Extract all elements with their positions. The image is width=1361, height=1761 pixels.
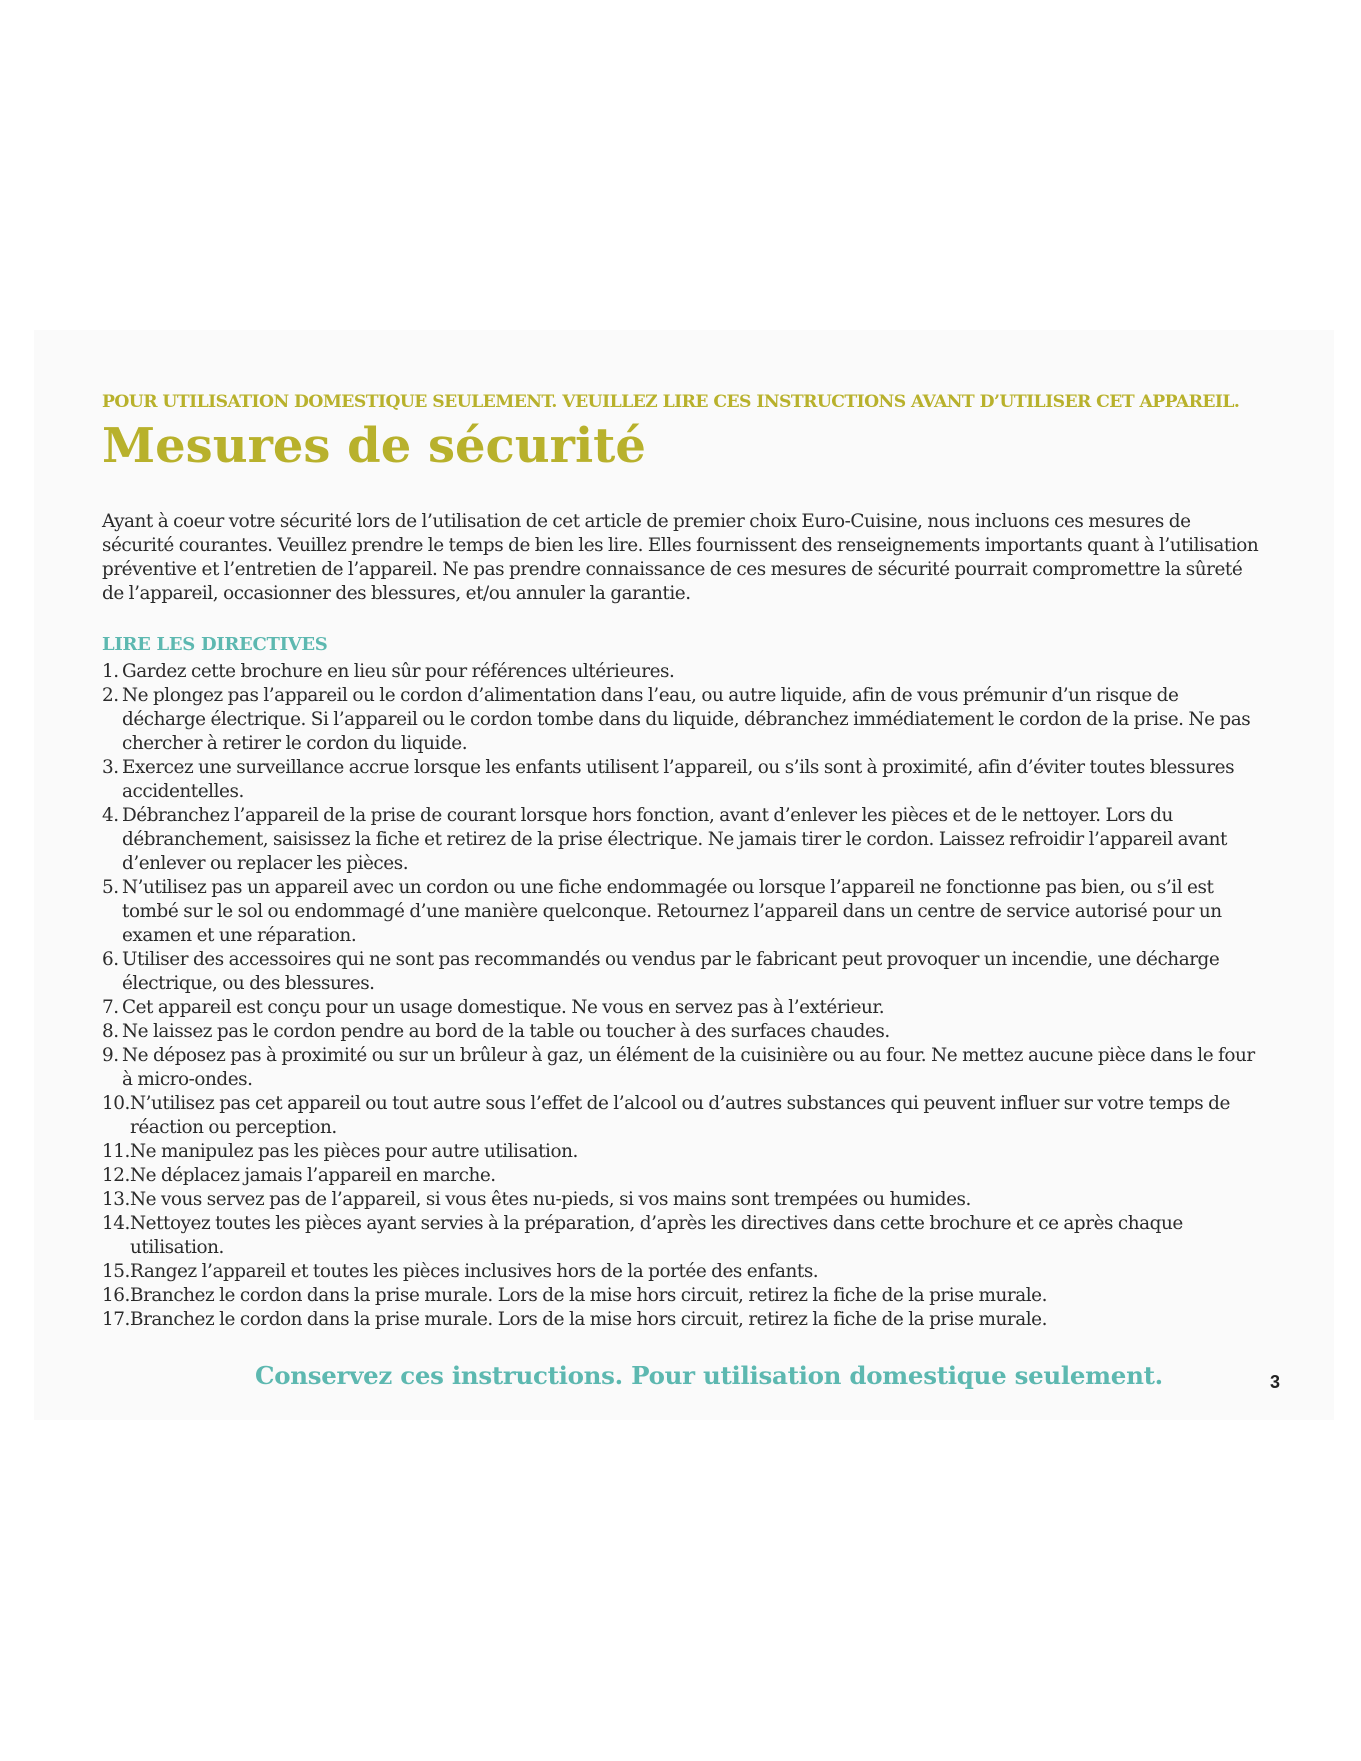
list-item-number: 4.: [102, 805, 119, 826]
list-item-text: Ne déposez pas à proximité ou sur un brûleur à gaz, un élément de la cuisinière ou au four. Ne mettez aucune pièce dans le four à micro-ondes.: [122, 1045, 1255, 1090]
list-item: [102, 1308, 1262, 1332]
safety-rules-list: [102, 660, 1262, 1332]
list-item-number: 11.: [102, 1141, 130, 1162]
list-item-text: Branchez le cordon dans la prise murale. Lors de la mise hors circuit, retirez la fiche de la prise murale.: [130, 1285, 1047, 1306]
list-item-text: Débranchez l’appareil de la prise de courant lorsque hors fonction, avant d’enlever les pièces et de le nettoyer. Lors du débranchement, saisissez la fiche et retirez de la prise électrique. Ne jamais tirer le cordon. Laissez refroidir l’appareil avant d’enlever ou replacer les pièces.: [122, 805, 1227, 874]
footer-note: Conservez ces instructions. Pour utilisation domestique seulement.: [255, 1361, 1163, 1390]
list-item: [102, 1044, 1262, 1092]
list-item: [102, 1284, 1262, 1308]
list-item-text: Ne manipulez pas les pièces pour autre utilisation.: [130, 1141, 578, 1162]
list-item-number: 16.: [102, 1285, 130, 1306]
list-item-number: 17.: [102, 1309, 130, 1330]
list-item-number: 3.: [102, 757, 119, 778]
list-item-text: Ne déplacez jamais l’appareil en marche.: [130, 1165, 496, 1186]
page-title: Mesures de sécurité: [102, 418, 646, 474]
list-item: [102, 948, 1262, 996]
list-item-text: Gardez cette brochure en lieu sûr pour références ultérieures.: [122, 661, 675, 682]
list-item-number: 9.: [102, 1045, 119, 1066]
list-item-text: Ne laissez pas le cordon pendre au bord de la table ou toucher à des surfaces chaudes.: [122, 1021, 890, 1042]
list-item: [102, 756, 1262, 804]
list-item-number: 12.: [102, 1165, 130, 1186]
section-heading: LIRE LES DIRECTIVES: [102, 634, 328, 655]
list-item: [102, 1188, 1262, 1212]
list-item-number: 2.: [102, 685, 119, 706]
list-item-number: 1.: [102, 661, 119, 682]
list-item-number: 6.: [102, 949, 119, 970]
list-item: [102, 660, 1262, 684]
list-item: [102, 1212, 1262, 1260]
list-item-number: 13.: [102, 1189, 130, 1210]
list-item-text: Utiliser des accessoires qui ne sont pas recommandés ou vendus par le fabricant peut provoquer un incendie, une décharge électrique, ou des blessures.: [122, 949, 1220, 994]
list-item: [102, 996, 1262, 1020]
list-item-number: 7.: [102, 997, 119, 1018]
list-item: [102, 876, 1262, 948]
list-item-text: N’utilisez pas un appareil avec un cordon ou une fiche endommagée ou lorsque l’appareil ne fonctionne pas bien, ou s’il est tombé sur le sol ou endommagé d’une manière quelconque. Retournez l’appareil dans un centre de service autorisé pour un examen et une réparation.: [122, 877, 1222, 946]
list-item-number: 8.: [102, 1021, 119, 1042]
list-item-text: Exercez une surveillance accrue lorsque les enfants utilisent l’appareil, ou s’ils sont à proximité, afin d’éviter toutes blessures accidentelles.: [122, 757, 1235, 802]
list-item-number: 5.: [102, 877, 119, 898]
page-number: 3: [1270, 1372, 1281, 1392]
list-item-text: Cet appareil est conçu pour un usage domestique. Ne vous en servez pas à l’extérieur.: [122, 997, 885, 1018]
list-item: [102, 804, 1262, 876]
list-item: [102, 684, 1262, 756]
list-item: [102, 1140, 1262, 1164]
list-item-text: Branchez le cordon dans la prise murale. Lors de la mise hors circuit, retirez la fiche de la prise murale.: [130, 1309, 1047, 1330]
intro-paragraph: Ayant à coeur votre sécurité lors de l’utilisation de cet article de premier choix Euro-Cuisine, nous incluons ces mesures de sécurité courantes. Veuillez prendre le temps de bien les lire. Elles fournissent des renseignements importants quant à l’utilisation préventive et l’entretien de l’appareil. Ne pas prendre connaissance de ces mesures de sécurité pourrait compromettre la sûreté de l’appareil, occasionner des blessures, et/ou annuler la garantie.: [102, 511, 1259, 604]
list-item-text: N’utilisez pas cet appareil ou tout autre sous l’effet de l’alcool ou d’autres substances qui peuvent influer sur votre temps de réaction ou perception.: [130, 1093, 1230, 1138]
list-item-number: 10.: [102, 1093, 130, 1114]
list-item: [102, 1164, 1262, 1188]
usage-notice: POUR UTILISATION DOMESTIQUE SEULEMENT. VEUILLEZ LIRE CES INSTRUCTIONS AVANT D’UTILISER CET APPAREIL.: [102, 392, 1240, 412]
list-item: [102, 1020, 1262, 1044]
list-item-text: Ne vous servez pas de l’appareil, si vous êtes nu-pieds, si vos mains sont trempées ou humides.: [130, 1189, 971, 1210]
list-item: [102, 1092, 1262, 1140]
list-item: [102, 1260, 1262, 1284]
list-item-text: Rangez l’appareil et toutes les pièces inclusives hors de la portée des enfants.: [130, 1261, 819, 1282]
list-item-text: Nettoyez toutes les pièces ayant servies à la préparation, d’après les directives dans cette brochure et ce après chaque utilisation.: [130, 1213, 1183, 1258]
list-item-number: 15.: [102, 1261, 130, 1282]
list-item-number: 14.: [102, 1213, 130, 1234]
list-item-text: Ne plongez pas l’appareil ou le cordon d’alimentation dans l’eau, ou autre liquide, afin de vous prémunir d’un risque de décharge électrique. Si l’appareil ou le cordon tombe dans du liquide, débranchez immédiatement le cordon de la prise. Ne pas chercher à retirer le cordon du liquide.: [122, 685, 1251, 754]
